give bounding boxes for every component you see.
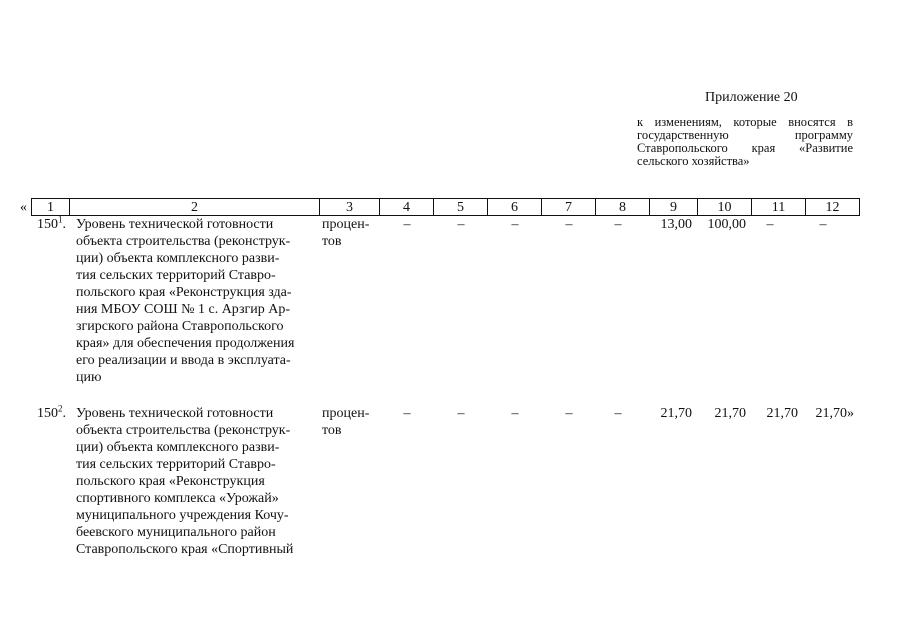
header-col-3: 3 bbox=[320, 199, 380, 216]
row-col-10: 100,00 bbox=[707, 217, 746, 232]
appendix-subtitle: к изменениям, которые вносятся в государственную программу Ставропольского края «Развитие сельского хозяйства» bbox=[637, 115, 853, 168]
table-header-row bbox=[31, 198, 860, 216]
row-col-8: – bbox=[614, 217, 622, 232]
row-unit: процен- тов bbox=[322, 406, 370, 438]
row-col-12: 21,70» bbox=[815, 406, 854, 421]
appendix-title: Приложение 20 bbox=[705, 90, 798, 105]
row-col-11: – bbox=[766, 217, 774, 232]
row-col-11: 21,70 bbox=[766, 406, 798, 421]
row-col-5: – bbox=[457, 217, 465, 232]
row-col-7: – bbox=[565, 406, 573, 421]
header-col-8: 8 bbox=[596, 199, 650, 216]
row-col-7: – bbox=[565, 217, 573, 232]
header-col-2: 2 bbox=[70, 199, 320, 216]
header-col-12: 12 bbox=[806, 199, 860, 216]
header-col-4: 4 bbox=[380, 199, 434, 216]
row-description: Уровень технической готовности объекта строительства (реконструк- ции) объекта комплексного разви- тия сельских территорий Ставро- польского края «Реконструкция спортивного комплекса «Урожай» муниципального учреждения Кочу- беевского муниципального район Ставропольского края «Спортивный bbox=[76, 406, 294, 557]
row-number: $150^2$. bbox=[37, 403, 66, 421]
header-col-5: 5 bbox=[434, 199, 488, 216]
header-col-10: 10 bbox=[698, 199, 752, 216]
row-col-4: – bbox=[403, 217, 411, 232]
row-col-12: – bbox=[819, 217, 827, 232]
header-col-11: 11 bbox=[752, 199, 806, 216]
row-number: $150^1$. bbox=[37, 214, 66, 232]
row-col-9: 21,70 bbox=[660, 406, 692, 421]
row-col-5: – bbox=[457, 406, 465, 421]
header-col-7: 7 bbox=[542, 199, 596, 216]
header-col-9: 9 bbox=[650, 199, 698, 216]
row-col-8: – bbox=[614, 406, 622, 421]
row-unit: процен- тов bbox=[322, 217, 370, 249]
row-description: Уровень технической готовности объекта строительства (реконструк- ции) объекта комплексного разви- тия сельских территорий Ставро- польского края «Реконструкция зда- ния МБОУ СОШ № 1 с. Арзгир Ар- згирского района Ставропольского края» для обеспечения продолжения его реализации и ввода в эксплуата- цию bbox=[76, 217, 295, 385]
row-col-10: 21,70 bbox=[714, 406, 746, 421]
row-col-6: – bbox=[511, 217, 519, 232]
row-col-9: 13,00 bbox=[660, 217, 692, 232]
row-col-6: – bbox=[511, 406, 519, 421]
table-open-quote: « bbox=[20, 200, 27, 215]
row-col-4: – bbox=[403, 406, 411, 421]
header-col-1: 1 bbox=[32, 199, 70, 216]
header-col-6: 6 bbox=[488, 199, 542, 216]
